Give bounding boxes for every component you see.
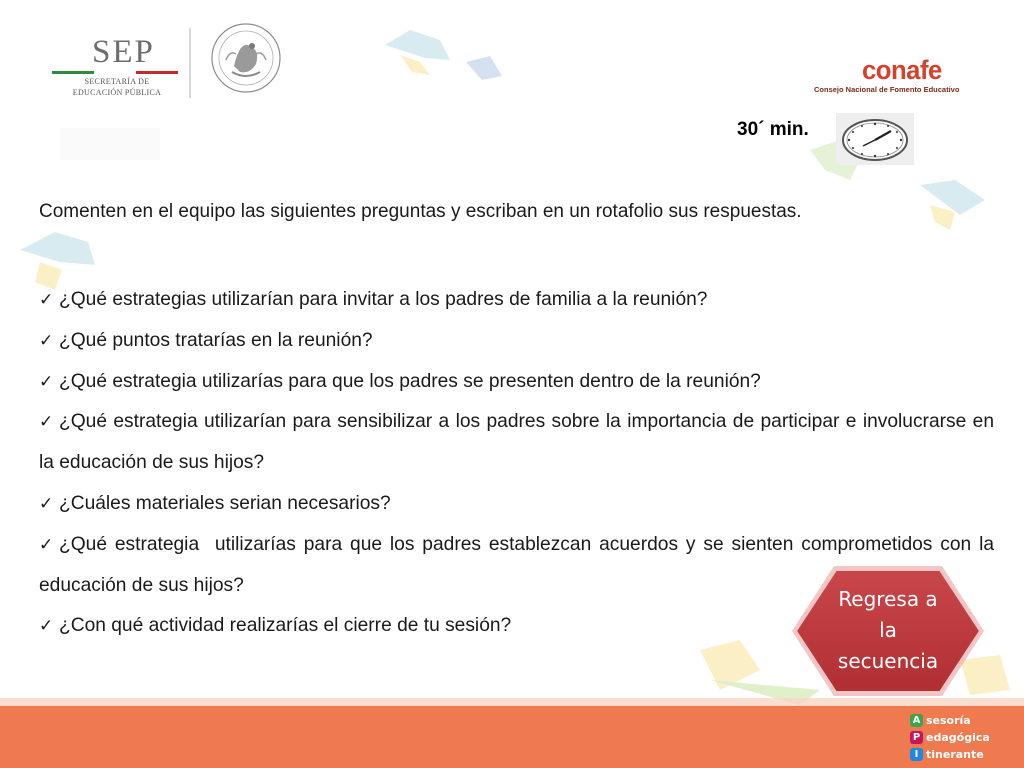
sep-logo-subtitle-line2: EDUCACIÓN PÚBLICA [72, 88, 162, 97]
list-item [39, 321, 994, 362]
api-badge-p-icon: P [910, 731, 923, 744]
national-seal-logo [210, 20, 282, 96]
back-to-sequence-label[interactable] [812, 584, 964, 677]
sep-logo-subtitle-line1: SECRETARÍA DE [84, 77, 150, 86]
conafe-logo [814, 55, 960, 94]
list-item [39, 280, 994, 321]
list-item [39, 484, 994, 525]
api-badge-i-icon: I [910, 748, 923, 761]
api-logo [910, 712, 1020, 766]
instructions-text: Comenten en el equipo las siguientes preguntas y escriban en un rotafolio sus respuestas. [39, 201, 802, 222]
list-item [39, 362, 994, 403]
checkmark-icon: ✓ [39, 493, 54, 513]
api-logo-line3 [910, 746, 1020, 763]
list-item [39, 402, 994, 484]
question-text: ¿Con qué actividad realizarías el cierre de tu sesión? [59, 615, 512, 637]
api-badge-a-icon: A [910, 714, 923, 727]
api-logo-text3: tinerante [926, 748, 984, 761]
back-to-sequence-line3[interactable]: secuencia [837, 649, 939, 673]
checkmark-icon: ✓ [39, 412, 54, 432]
api-logo-line2 [910, 729, 1020, 746]
checkmark-icon: ✓ [39, 534, 54, 554]
question-text: ¿Qué estrategia utilizarías para que los padres se presenten dentro de la reunión? [59, 370, 761, 392]
question-text: ¿Qué estrategia utilizarías para que los padres establezcan acuerdos y se sienten comprometidos con la educación de sus hijos? [39, 533, 1000, 596]
checkmark-icon: ✓ [39, 290, 54, 309]
checkmark-icon: ✓ [39, 371, 54, 391]
clock-icon [836, 113, 914, 165]
sep-logo-color-bar [52, 71, 178, 74]
sep-logo-word: SEP [92, 34, 155, 70]
question-text: ¿Qué estrategia utilizarían para sensibilizar a los padres sobre la importancia de participar e involucrarse en la educación de sus hijos? [39, 411, 994, 474]
api-logo-text2: edagógica [926, 731, 990, 744]
back-to-sequence-line2[interactable]: la [879, 618, 897, 642]
sep-logo [52, 36, 182, 98]
back-to-sequence-line1[interactable]: Regresa a [838, 587, 938, 611]
duration-label: 30´ min. [737, 119, 809, 140]
conafe-logo-subtitle: Consejo Nacional de Fomento Educativo [814, 85, 960, 94]
header-divider [189, 28, 191, 98]
conafe-logo-word: conafe [862, 55, 942, 85]
api-logo-line1 [910, 712, 1020, 729]
question-text: ¿Cuáles materiales serian necesarios? [59, 492, 391, 514]
question-text: ¿Qué puntos tratarías en la reunión? [59, 329, 373, 351]
question-text: ¿Qué estrategias utilizarían para invitar a los padres de familia a la reunión? [59, 289, 708, 310]
checkmark-icon: ✓ [39, 330, 54, 350]
footer-band [0, 706, 1024, 768]
api-logo-text1: sesoría [926, 714, 971, 727]
checkmark-icon: ✓ [39, 616, 54, 636]
